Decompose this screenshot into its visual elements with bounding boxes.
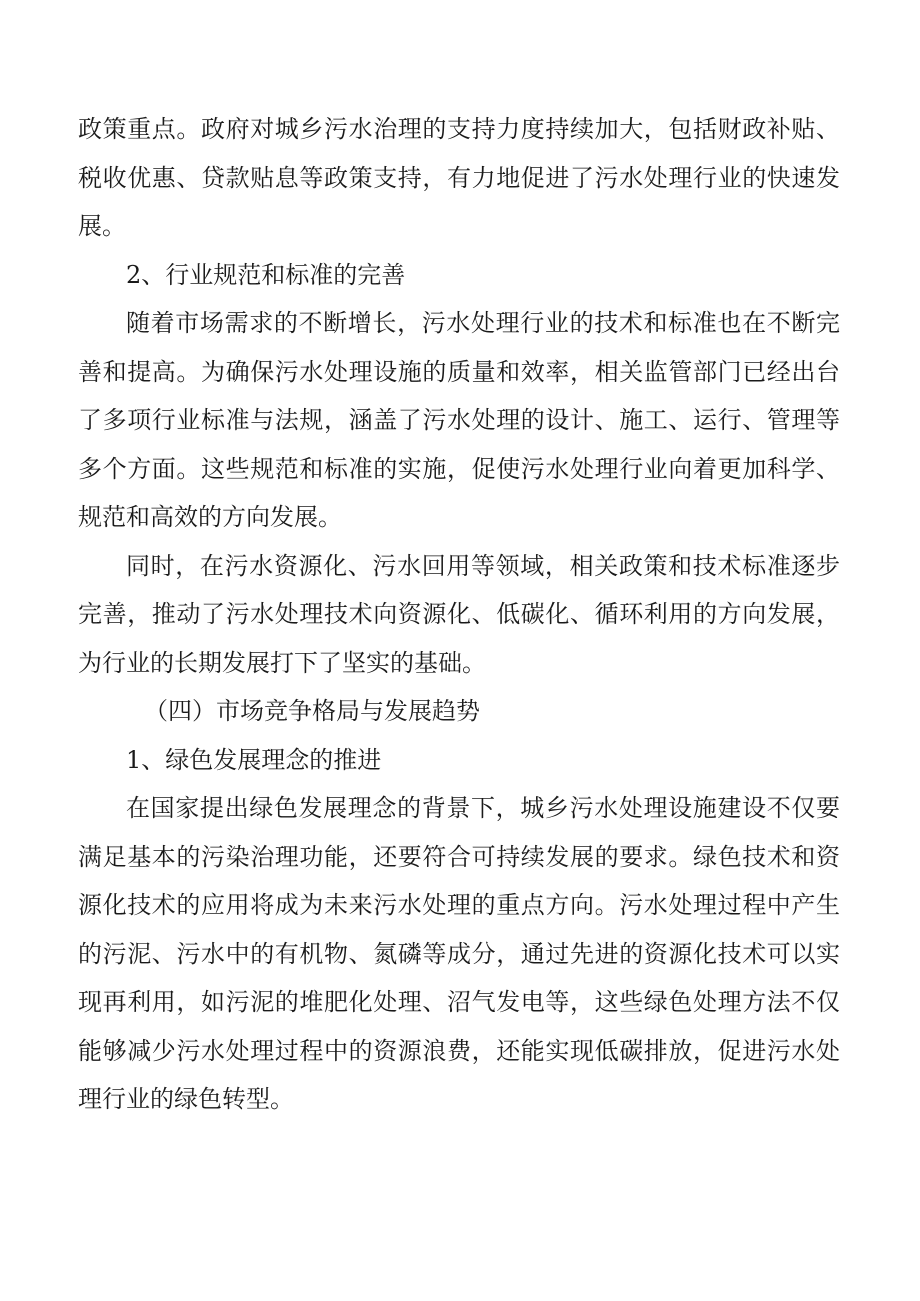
- paragraph-continuation: 政策重点。政府对城乡污水治理的支持力度持续加大，包括财政补贴、税收优惠、贷款贴息等政策支持，有力地促进了污水处理行业的快速发展。: [78, 115, 840, 240]
- paragraph-standards: 随着市场需求的不断增长，污水处理行业的技术和标准也在不断完善和提高。为确保污水处理设施的质量和效率，相关监管部门已经出台了多项行业标准与法规，涵盖了污水处理的设计、施工、运行、管理等多个方面。这些规范和标准的实施，促使污水处理行业向着更加科学、规范和高效的方向发展。: [78, 309, 840, 531]
- chapter-heading-competition: （四）市场竞争格局与发展趋势: [144, 697, 480, 725]
- section-heading-standards: 2、行业规范和标准的完善: [126, 260, 406, 289]
- paragraph-green-development: 在国家提出绿色发展理念的背景下，城乡污水处理设施建设不仅要满足基本的污染治理功能，还要符合可持续发展的要求。绿色技术和资源化技术的应用将成为未来污水处理的重点方向。污水处理过程中产生的污泥、污水中的有机物、氮磷等成分，通过先进的资源化技术可以实现再利用，如污泥的堆肥化处理、沼气发电等，这些绿色处理方法不仅能够减少污水处理过程中的资源浪费，还能实现低碳排放，促进污水处理行业的绿色转型。: [78, 794, 840, 1113]
- paragraph-resource-utilization: 同时，在污水资源化、污水回用等领域，相关政策和技术标准逐步完善，推动了污水处理技术向资源化、低碳化、循环利用的方向发展，为行业的长期发展打下了坚实的基础。: [78, 551, 840, 677]
- document-body: [78, 105, 840, 1124]
- section-heading-green-development: 1、绿色发展理念的推进: [126, 745, 382, 774]
